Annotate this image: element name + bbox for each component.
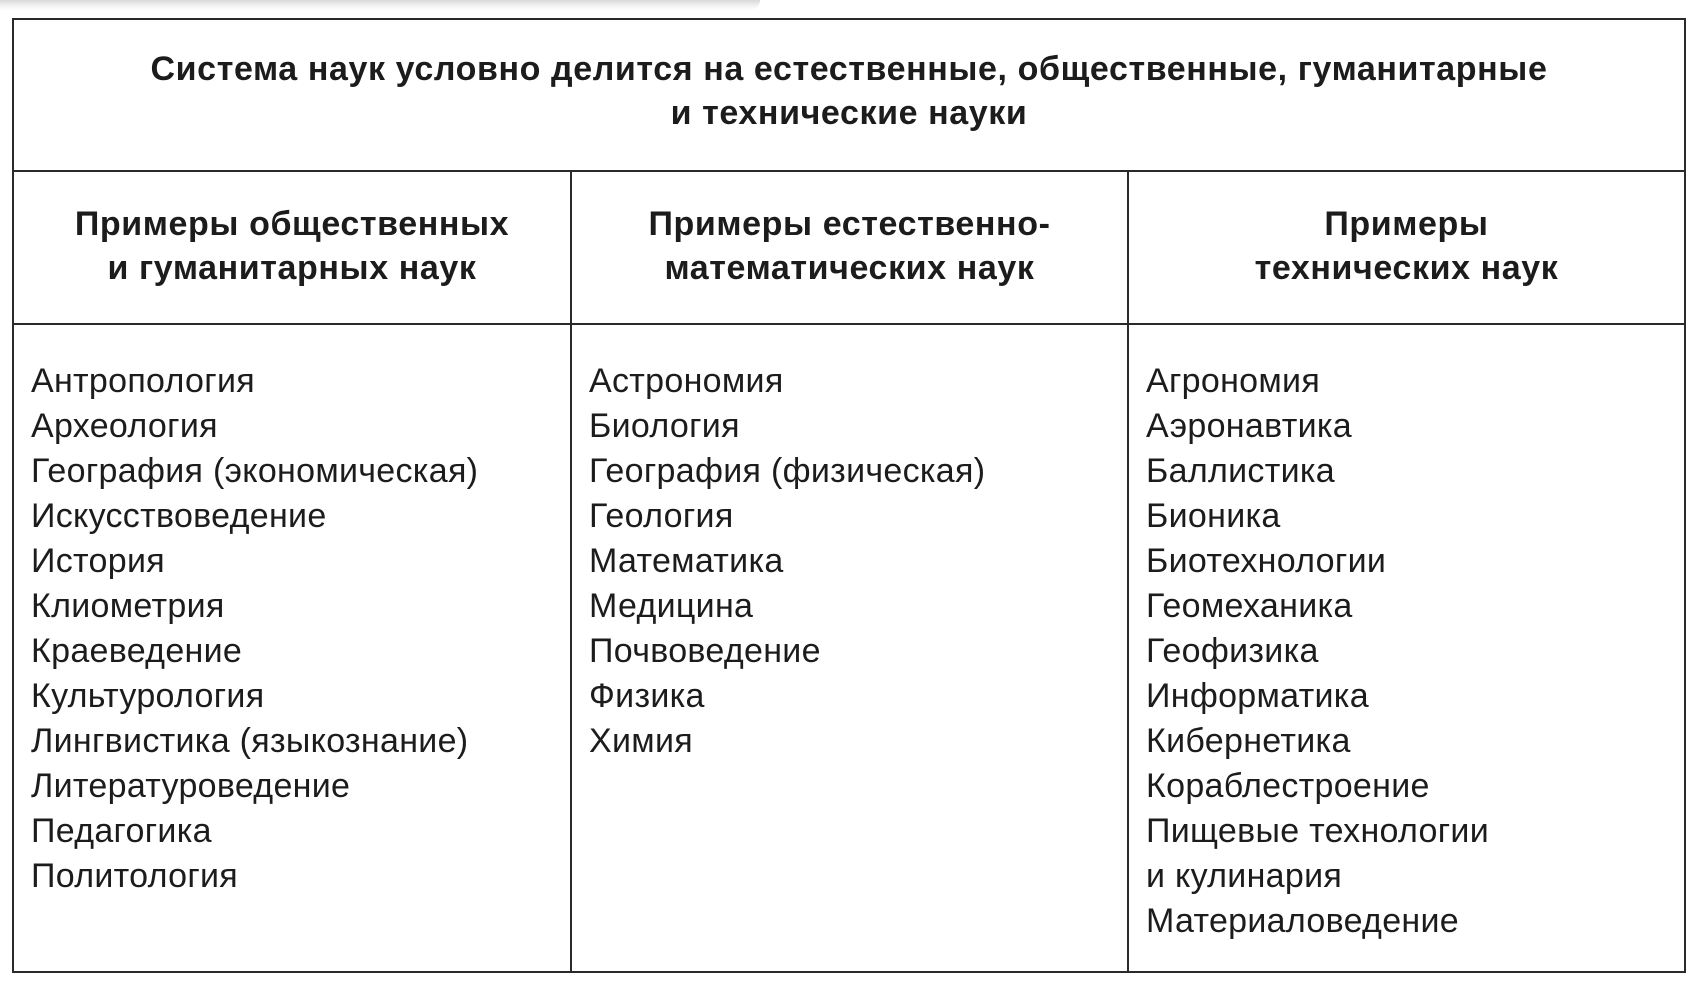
list-item: История [31, 542, 165, 580]
list-item: Агрономия [1146, 362, 1321, 400]
list-item: Кибернетика [1146, 722, 1351, 760]
list-item: Геология [589, 497, 734, 535]
list-item: Информатика [1146, 677, 1369, 715]
sciences-table [12, 18, 1686, 973]
list-item: Политология [31, 857, 239, 895]
list-item: Биотехнологии [1146, 542, 1387, 580]
list-item: Культурология [31, 677, 265, 715]
social-humanities-list [31, 359, 570, 899]
header-natural-math [572, 172, 1129, 323]
header-line: и гуманитарных наук [107, 248, 477, 287]
list-item: Материаловедение [1146, 902, 1459, 940]
list-item: Медицина [589, 587, 754, 625]
header-social-humanities [14, 172, 572, 323]
natural-math-cell [572, 325, 1129, 971]
table-title-line-1: Система наук условно делится на естественные, общественные, гуманитарные [150, 50, 1548, 88]
list-item: География (экономическая) [31, 452, 479, 490]
list-item: Искусствоведение [31, 497, 327, 535]
technical-cell [1129, 325, 1684, 971]
list-item: Почвоведение [589, 632, 821, 670]
list-item: Краеведение [31, 632, 243, 670]
list-item: и кулинария [1146, 857, 1343, 895]
social-humanities-cell [14, 325, 572, 971]
header-technical [1129, 172, 1684, 323]
list-item: Бионика [1146, 497, 1281, 535]
list-item: Химия [589, 722, 693, 760]
list-item: Астрономия [589, 362, 784, 400]
header-line: математических наук [664, 248, 1035, 287]
list-item: Антропология [31, 362, 255, 400]
list-item: Физика [589, 677, 705, 715]
list-item: Пищевые технологии [1146, 812, 1489, 850]
list-item: Педагогика [31, 812, 212, 850]
header-line: технических наук [1254, 248, 1559, 287]
list-item: Клиометрия [31, 587, 225, 625]
natural-math-list [589, 359, 1127, 764]
technical-list [1146, 359, 1684, 944]
list-item: Кораблестроение [1146, 767, 1430, 805]
list-item: География (физическая) [589, 452, 986, 490]
list-item: Геофизика [1146, 632, 1319, 670]
list-item: Математика [589, 542, 784, 580]
list-item: Литературоведение [31, 767, 351, 805]
list-item: Баллистика [1146, 452, 1335, 490]
header-line: Примеры естественно- [648, 204, 1051, 243]
table-title-line-2: и технические науки [670, 94, 1028, 132]
table-title-row [14, 20, 1684, 172]
list-item: Биология [589, 407, 740, 445]
table-title [39, 47, 1659, 135]
column-header-row [14, 172, 1684, 325]
top-shadow [0, 0, 760, 10]
header-line: Примеры общественных [74, 204, 510, 243]
list-item: Геомеханика [1146, 587, 1353, 625]
science-lists-row [14, 325, 1684, 971]
header-line: Примеры [1324, 204, 1489, 243]
list-item: Археология [31, 407, 218, 445]
list-item: Лингвистика (языкознание) [31, 722, 469, 760]
list-item: Аэронавтика [1146, 407, 1352, 445]
